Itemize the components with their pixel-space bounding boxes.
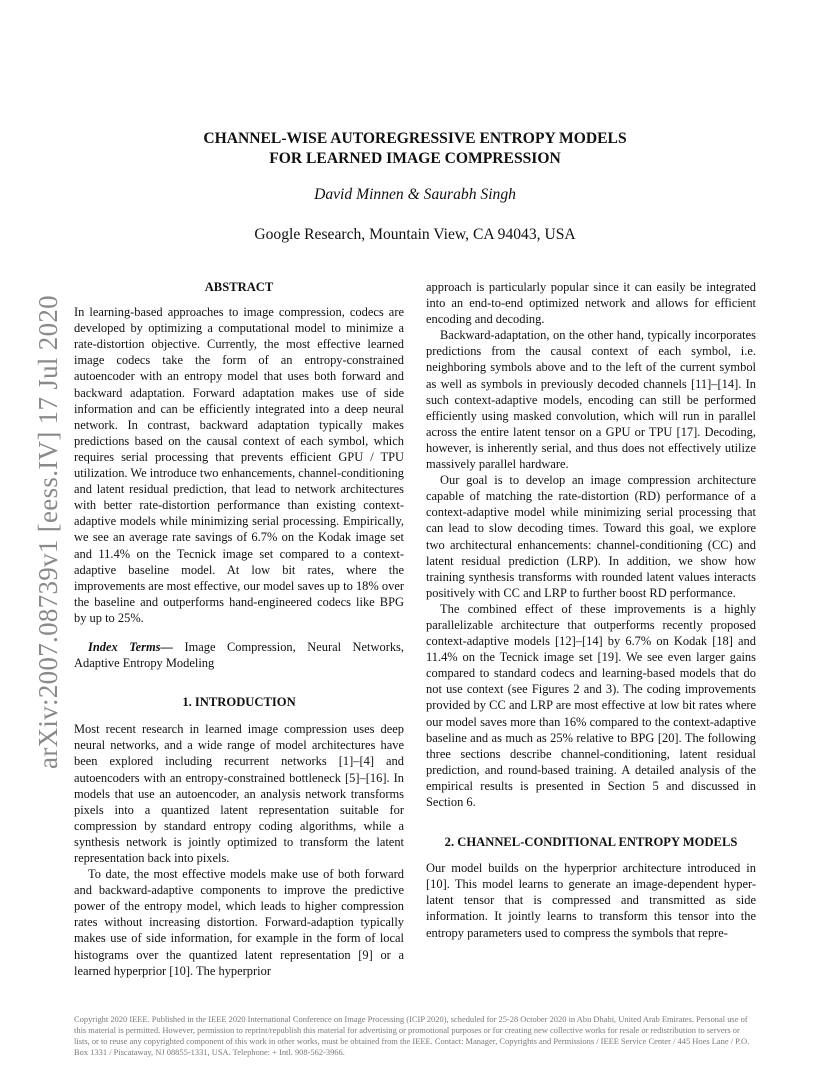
- index-terms-label: Index Terms—: [88, 639, 173, 654]
- abstract-text: In learning-based approaches to image compression, codecs are developed by optimizing a computational model to minimize a rate-distortion objective. Currently, the most effective learned image codecs take the form of an entropy-constrained autoencoder with an entropy model that uses both forward and backward adaptation. Forward adaptation makes use of side information and can be efficiently integrated into a deep neural network. In contrast, backward adaptation typically makes predictions based on the causal context of each symbol, which requires serial processing that prevents efficient GPU / TPU utilization. We introduce two enhancements, channel-conditioning and latent residual prediction, that lead to network architectures with better rate-distortion performance than existing context-adaptive models while minimizing serial processing. Empirically, we see an average rate savings of 6.7% on the Kodak image set and 11.4% on the Tecnick image set compared to a context-adaptive baseline model. At low bit rates, where the improvements are most effective, our model saves up to 18% over the baseline and outperforms hand-engineered codecs like BPG by up to 25%.: [74, 305, 404, 625]
- left-column: [74, 279, 404, 979]
- arxiv-identifier: arXiv:2007.08739v1 [eess.IV] 17 Jul 2020: [32, 295, 63, 769]
- right-column: [426, 279, 756, 941]
- introduction-paragraph-3: approach is particularly popular since it can easily be integrated into an end-to-end optimized network and allows for efficient encoding and decoding.: [426, 280, 756, 327]
- affiliation: Google Research, Mountain View, CA 94043, USA: [254, 226, 576, 243]
- index-terms: [74, 639, 404, 671]
- introduction-paragraph-4: Backward-adaptation, on the other hand, typically incorporates predictions from the causal context of each symbol, i.e. neighboring symbols above and to the left of the current symbol as well as symbols in previously decoded channels [11]–[14]. In such context-adaptive models, encoding can still be performed efficiently using masked convolution, which will run in parallel across the entire latent tensor on a GPU or TPU [17]. Decoding, however, is inherently serial, and thus does not effectively utilize massively parallel hardware.: [426, 328, 756, 472]
- copyright-notice: Copyright 2020 IEEE. Published in the IEEE 2020 International Conference on Image Processing (ICIP 2020), scheduled for 25-28 October 2020 in Abu Dhabi, United Arab Emirates. Personal use of this material is permitted. However, permission to reprint/republish this material for advertising or promotional purposes or for creating new collective works for resale or redistribution to servers or lists, or to reuse any copyrighted component of this work in other works, must be obtained from the IEEE. Contact: Manager, Copyrights and Permissions / IEEE Service Center / 445 Hoes Lane / P.O. Box 1331 / Piscataway, NJ 08855-1331, USA. Telephone: + Intl. 908-562-3966.: [74, 1014, 750, 1057]
- introduction-paragraph-5: Our goal is to develop an image compression architecture capable of matching the rate-distortion (RD) performance of a context-adaptive model while minimizing serial processing that can lead to slow decoding times. Toward this goal, we explore two architectural enhancements: channel-conditioning (CC) and latent residual prediction (LRP). In addition, we show how training synthesis transforms with rounded latent values interacts positively with CC and LRP to further boost RD performance.: [426, 473, 756, 600]
- introduction-heading: 1. INTRODUCTION: [182, 695, 296, 710]
- abstract-heading: ABSTRACT: [204, 280, 274, 294]
- introduction-paragraph-6: The combined effect of these improvements is a highly parallelizable architecture that outperforms recently proposed context-adaptive models [12]–[14] by 6.7% on Kodak [18] and 11.4% on the Tecnick image set [19]. We see even larger gains compared to standard codecs and learning-based models that do not use context (see Figures 2 and 3). The coding improvements provided by CC and LRP are most effective at low bit rates where our model saves more than 16% compared to the context-adaptive baseline and as much as 25% relative to BPG [20]. The following three sections describe channel-conditioning, latent residual prediction, and round-based training. A detailed analysis of the empirical results is presented in Section 5 and discussed in Section 6.: [426, 601, 756, 809]
- author-list: David Minnen & Saurabh Singh: [314, 186, 516, 203]
- introduction-paragraph-1: Most recent research in learned image compression uses deep neural networks, and a wide range of model architectures have been explored including recurrent networks [1]–[4] and autoencoders with an entropy-constrained bottleneck [5]–[16]. In models that use an autoencoder, an analysis network transforms pixels into a quantized latent representation suitable for compression by standard entropy coding algorithms, while a synthesis network is jointly optimized to transform the latent representation back into pixels.: [74, 722, 404, 865]
- paper-title: [74, 129, 756, 169]
- section-2-heading: 2. CHANNEL-CONDITIONAL ENTROPY MODELS: [444, 835, 738, 850]
- paper-title-line-2: FOR LEARNED IMAGE COMPRESSION: [269, 150, 561, 167]
- arxiv-side-stamp: [24, 292, 72, 772]
- section-2-paragraph-1: Our model builds on the hyperprior architecture introduced in [10]. This model learns to generate an image-dependent hyper-latent tensor that is compressed and transmitted as side information. It jointly learns to transform this tensor into the entropy parameters used to compress the symbols that repre-: [426, 861, 756, 940]
- paper-title-line-1: CHANNEL-WISE AUTOREGRESSIVE ENTROPY MODELS: [203, 130, 627, 147]
- introduction-paragraph-2: To date, the most effective models make use of both forward and backward-adaptive components to improve the predictive power of the entropy model, which leads to higher compression rates without increasing distortion. Forward-adaption typically makes use of side information, for example in the form of local histograms over the quantized latent representation [9] or a learned hyperprior [10]. The hyperprior: [74, 867, 404, 978]
- index-terms-text: Image Compression, Neural Networks, Adaptive Entropy Modeling: [74, 639, 405, 671]
